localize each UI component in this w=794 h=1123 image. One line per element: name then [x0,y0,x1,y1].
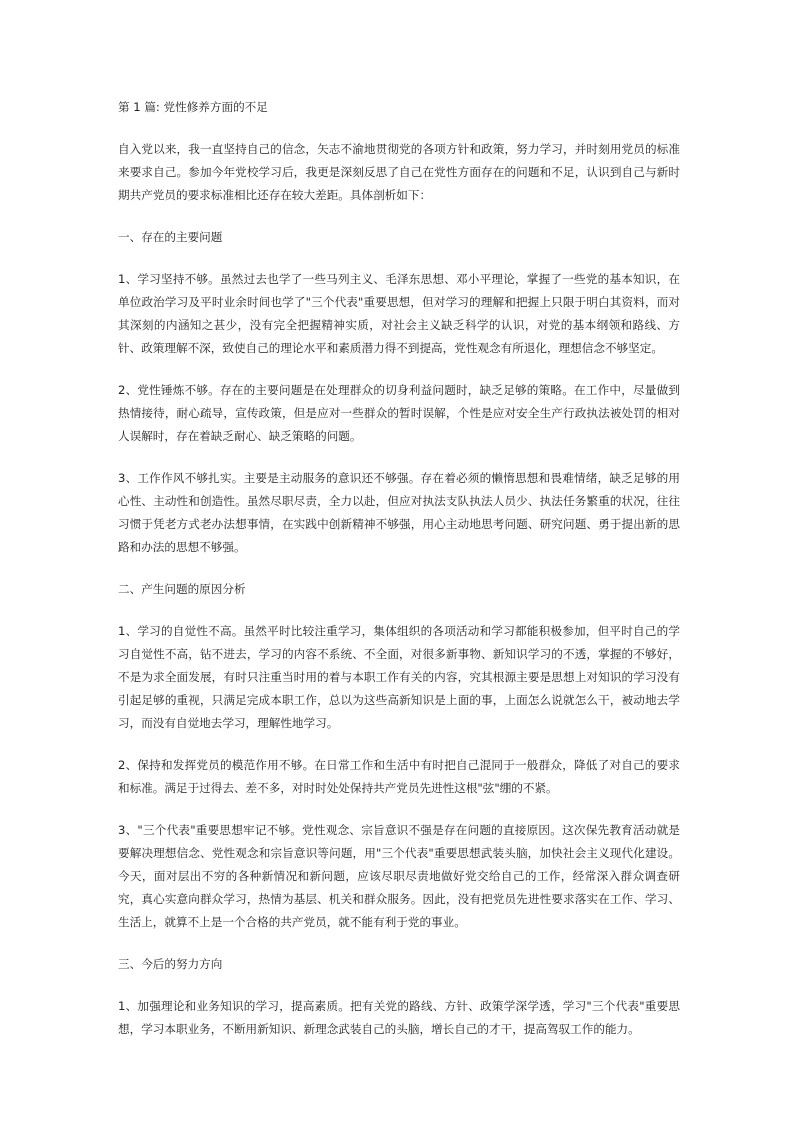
direction-item-1: 1、加强理论和业务知识的学习，提高素质。把有关党的路线、方针、政策学深学透，学习"三个代表"重要思想，学习本职业务，不断用新知识、新理念武装自己的头脑，增长自己的才干，提高驾驭工作的能力。 [118,999,680,1036]
problem-item-1: 1、学习坚持不够。虽然过去也学了一些马列主义、毛泽东思想、邓小平理论，掌握了一些党的基本知识，在单位政治学习及平时业余时间也学了"三个代表"重要思想，但对学习的理解和把握上只限于明白其资料，而对其深刻的内涵知之甚少，没有完全把握精神实质，对社会主义缺乏科学的认识，对党的基本纲领和路线、方针、政策理解不深，致使自己的理论水平和素质潜力得不到提高，党性观念有所退化，理想信念不够坚定。 [118,272,680,355]
problem-item-3: 3、工作作风不够扎实。主要是主动服务的意识还不够强。存在着必须的懒惰思想和畏难情绪，缺乏足够的用心性、主动性和创造性。虽然尽职尽责，全力以赴，但应对执法支队执法人员少、执法任务繁重的状况，往往习惯于凭老方式老办法想事情，在实践中创新精神不够强，用心主动地思考问题、研究问题、勇于提出新的思路和办法的思想不够强。 [118,471,680,554]
document-title: 第 1 篇: 党性修养方面的不足 [118,100,268,114]
problem-item-2: 2、党性锤炼不够。存在的主要问题是在处理群众的切身利益问题时，缺乏足够的策略。在工作中，尽量做到热情接待，耐心疏导，宣传政策，但是应对一些群众的暂时误解，个性是应对安全生产行政执法被处罚的相对人误解时，存在着缺乏耐心、缺乏策略的问题。 [118,383,680,443]
section-heading-causes: 二、产生问题的原因分析 [118,582,246,596]
section-heading-directions: 三、今后的努力方向 [118,957,223,971]
intro-paragraph: 自入党以来，我一直坚持自己的信念，矢志不渝地贯彻党的各项方针和政策，努力学习，并时刻用党员的标准来要求自己。参加今年党校学习后，我更是深刻反思了自己在党性方面存在的问题和不足，认识到自己与新时期共产党员的要求标准相比还存在较大差距。具体剖析如下： [118,142,680,202]
section-heading-problems: 一、存在的主要问题 [118,230,223,244]
cause-item-3: 3、"三个代表"重要思想牢记不够。党性观念、宗旨意识不强是存在问题的直接原因。这次保先教育活动就是要解决理想信念、党性观念和宗旨意识等问题，用"三个代表"重要思想武装头脑，加快社会主义现代化建设。今天，面对层出不穷的各种新情况和新问题，应该尽职尽责地做好党交给自己的工作，经常深入群众调查研究，真心实意向群众学习，热情为基层、机关和群众服务。因此，没有把党员先进性要求落实在工作、学习、生活上，就算不上是一个合格的共产党员，就不能有利于党的事业。 [118,823,680,929]
document-body [118,96,680,1060]
cause-item-1: 1、学习的自觉性不高。虽然平时比较注重学习，集体组织的各项活动和学习都能积极参加，但平时自己的学习自觉性不高，钻不进去，学习的内容不系统、不全面，对很多新事物、新知识学习的不透，掌握的不够好，不是为求全面发展，有时只注重当时用的着与本职工作有关的内容，究其根源主要是思想上对知识的学习没有引起足够的重视，只满足完成本职工作，总以为这些高新知识是上面的事，上面怎么说就怎么干，被动地去学习，而没有自觉地去学习，理解性地学习。 [118,624,680,730]
cause-item-2: 2、保持和发挥党员的模范作用不够。在日常工作和生活中有时把自己混同于一般群众，降低了对自己的要求和标准。满足于过得去、差不多，对时时处处保持共产党员先进性这根"弦"绷的不紧。 [118,758,680,795]
